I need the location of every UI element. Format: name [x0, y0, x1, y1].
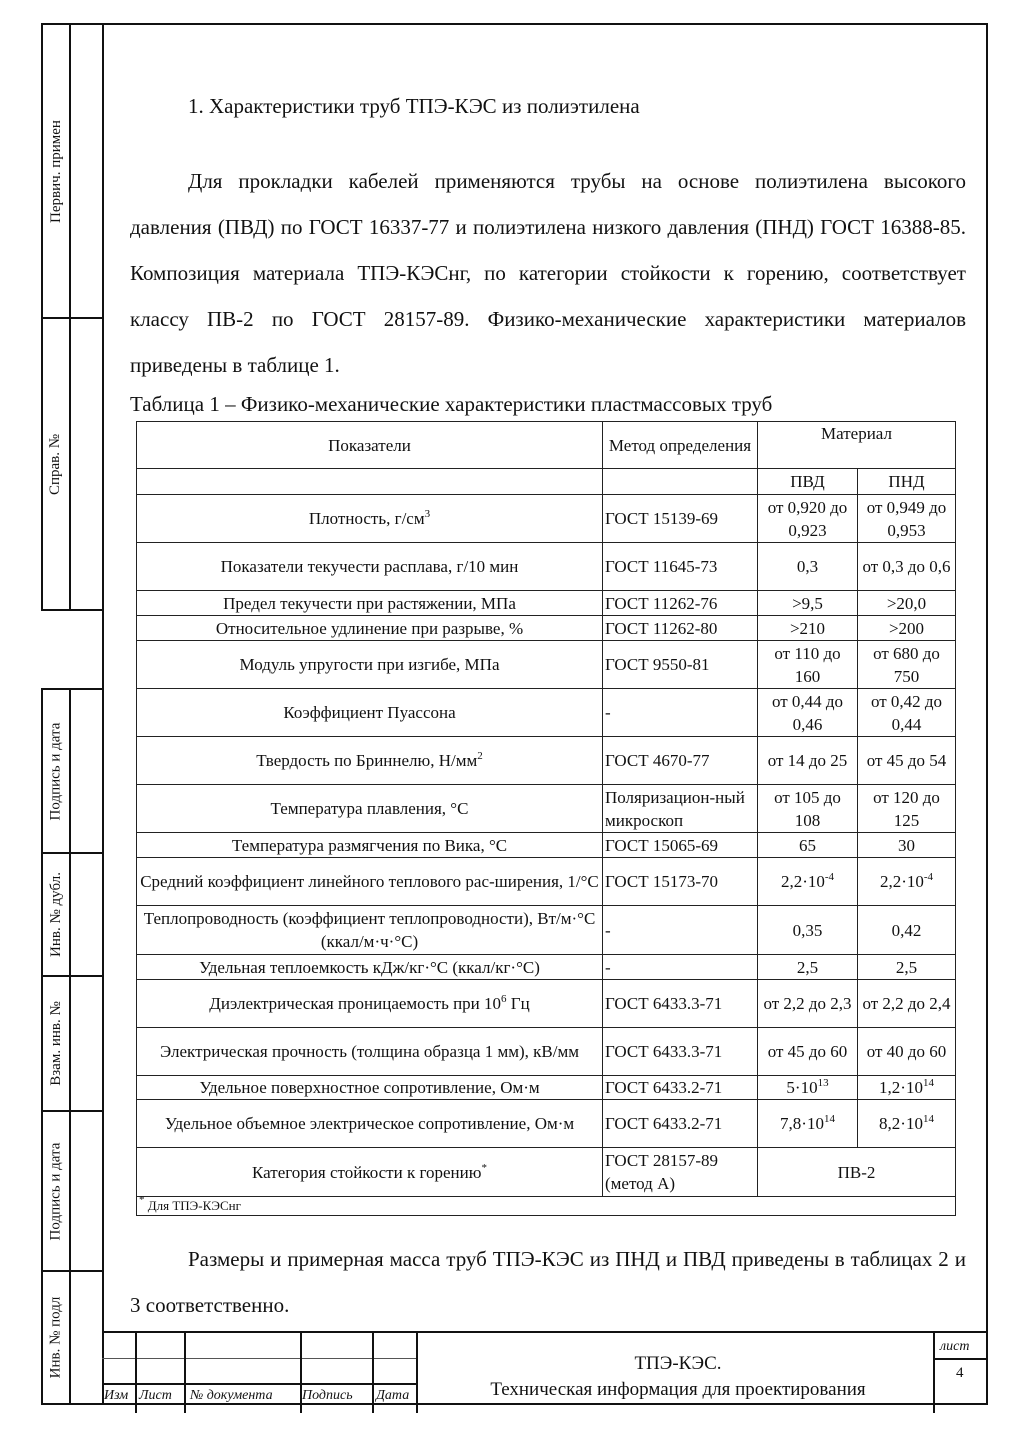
- side-cell-signature-date-1: [41, 688, 102, 854]
- column-label-date: Дата: [376, 1388, 410, 1403]
- sheet-number: 4: [956, 1365, 964, 1381]
- pnd-value: 30: [898, 835, 915, 855]
- material-value-cell: ПВ-2: [758, 1148, 956, 1197]
- table-row: [137, 543, 956, 591]
- indicator-text: Коэффициент Пуассона: [283, 703, 456, 722]
- indicator-text: Показатели текучести расплава, г/10 мин: [220, 557, 519, 576]
- indicator-cell: [137, 955, 603, 980]
- method-cell: -: [603, 906, 758, 955]
- indicator-text: Удельное поверхностное сопротивление, Ом·м: [199, 1078, 540, 1097]
- title-block-row-line: [933, 1358, 988, 1360]
- indicator-text-tail: Гц: [506, 994, 530, 1013]
- pnd-value-cell: [858, 616, 956, 641]
- pvd-value-cell: [758, 689, 858, 737]
- pnd-value-cell: [858, 689, 956, 737]
- pnd-value: от 120 до 125: [873, 787, 940, 830]
- pvd-value: 0,3: [796, 557, 819, 576]
- table-row: [137, 980, 956, 1028]
- pvd-value-cell: [758, 955, 858, 980]
- table-row: [137, 616, 956, 641]
- table-row: [137, 1028, 956, 1076]
- superscript: -4: [923, 871, 934, 883]
- pnd-value: от 0,3 до 0,6: [862, 557, 951, 576]
- side-label: Взам. инв. №: [47, 1001, 64, 1086]
- indicator-text: Диэлектрическая проницаемость при 10: [209, 994, 502, 1013]
- section-heading: 1. Характеристики труб ТПЭ-КЭС из полиэтилена: [188, 94, 640, 118]
- method-cell: ГОСТ 15139-69: [603, 495, 758, 543]
- side-label: Инв. № дубл.: [47, 872, 64, 957]
- title-block-divider: [135, 1333, 137, 1413]
- side-cell-primary-use: [41, 23, 102, 319]
- footnote-mark: *: [139, 1194, 145, 1206]
- superscript: 6: [501, 993, 507, 1005]
- pvd-value: >9,5: [792, 593, 823, 613]
- column-label-signature: Подпись: [302, 1388, 353, 1403]
- side-cell-signature-date-2: [41, 1110, 102, 1272]
- table-row: [137, 1076, 956, 1100]
- table-row: [137, 833, 956, 858]
- indicator-text: Удельная теплоемкость кДж/кг·°С (ккал/кг·°С): [199, 957, 540, 977]
- closing-paragraph-text: Размеры и примерная масса труб ТПЭ-КЭС из ПНД и ПВД приведены в таблицах 2 и 3 соответственно.: [130, 1247, 966, 1317]
- pvd-value: от 0,920 до 0,923: [767, 497, 848, 540]
- pvd-value-cell: [758, 616, 858, 641]
- properties-table: [136, 421, 956, 1216]
- indicator-cell: [137, 616, 603, 641]
- pnd-value: >200: [888, 618, 925, 638]
- table-caption: Таблица 1 – Физико-механические характеристики пластмассовых труб: [130, 392, 773, 416]
- indicator-cell: [137, 737, 603, 785]
- side-label: Первич. примен: [47, 119, 64, 223]
- indicator-text: Категория стойкости к горению: [252, 1162, 482, 1182]
- indicator-cell: [137, 980, 603, 1028]
- indicator-text: Удельное объемное электрическое сопротивление, Ом·м: [164, 1114, 575, 1133]
- pvd-value: 0,35: [792, 920, 823, 940]
- indicator-text: Электрическая прочность (толщина образца 1 мм), кВ/мм: [160, 1042, 579, 1061]
- table-row: [137, 785, 956, 833]
- pvd-value: 2,5: [796, 957, 819, 977]
- pnd-value-cell: [858, 833, 956, 858]
- pnd-value-cell: [858, 543, 956, 591]
- title-block-divider: [372, 1333, 374, 1413]
- side-label: Справ. №: [47, 433, 64, 495]
- side-label: Инв. № подл: [47, 1296, 64, 1379]
- side-cell-replacement-inv-no: [41, 975, 102, 1112]
- indicator-text: Плотность, г/см: [308, 509, 425, 528]
- method-cell: -: [603, 689, 758, 737]
- pnd-value: 8,2·10: [879, 1114, 923, 1133]
- pvd-value-cell: [758, 1028, 858, 1076]
- method-cell: ГОСТ 11645-73: [603, 543, 758, 591]
- pnd-value-cell: [858, 495, 956, 543]
- pnd-value-cell: [858, 641, 956, 689]
- pvd-value: от 0,44 до 0,46: [771, 691, 844, 734]
- pnd-value-cell: [858, 1076, 956, 1100]
- pnd-value-cell: [858, 785, 956, 833]
- table-row: [137, 955, 956, 980]
- header-method: Метод определения: [603, 422, 758, 469]
- pnd-value-cell: [858, 980, 956, 1028]
- table-row: [137, 641, 956, 689]
- pvd-value-cell: [758, 737, 858, 785]
- table-row: [137, 591, 956, 616]
- pnd-value: от 680 до 750: [873, 643, 940, 686]
- document-title-line2: Техническая информация для проектирования: [490, 1379, 866, 1400]
- title-block-row-line: [102, 1383, 416, 1385]
- header-pnd: ПНД: [858, 469, 956, 495]
- pvd-value: 7,8·10: [780, 1114, 824, 1133]
- pnd-value: от 2,2 до 2,4: [862, 994, 951, 1013]
- subheader-empty: [603, 469, 758, 495]
- title-block-row-line: [102, 1358, 416, 1359]
- table-row: [137, 689, 956, 737]
- pnd-value: от 45 до 54: [866, 751, 947, 770]
- superscript: -4: [824, 871, 835, 883]
- pnd-value: 0,42: [891, 920, 922, 940]
- header-indicator: Показатели: [137, 422, 603, 469]
- pvd-value: от 110 до 160: [774, 643, 841, 686]
- method-cell: ГОСТ 28157-89 (метод А): [603, 1148, 758, 1197]
- pnd-value-cell: [858, 1100, 956, 1148]
- table-row: [137, 1148, 956, 1197]
- pvd-value-cell: [758, 495, 858, 543]
- indicator-cell: [137, 641, 603, 689]
- method-cell: ГОСТ 15065-69: [603, 833, 758, 858]
- footnote-row: [137, 1197, 956, 1216]
- pvd-value-cell: [758, 1100, 858, 1148]
- pvd-value: от 45 до 60: [767, 1042, 848, 1061]
- indicator-text: Твердость по Бриннелю, Н/мм: [256, 751, 478, 770]
- indicator-cell: [137, 591, 603, 616]
- table-subheader-row: [137, 469, 956, 495]
- pnd-value: >20,0: [886, 593, 927, 613]
- pnd-value-cell: [858, 955, 956, 980]
- method-cell: Поляризацион-ный микроскоп: [603, 785, 758, 833]
- pvd-value-cell: [758, 543, 858, 591]
- column-label-sheet: Лист: [139, 1388, 172, 1403]
- method-cell: ГОСТ 9550-81: [603, 641, 758, 689]
- indicator-cell: [137, 1076, 603, 1100]
- superscript: 14: [823, 1113, 835, 1125]
- side-label: Подпись и дата: [47, 1142, 64, 1240]
- pnd-value: от 40 до 60: [866, 1042, 947, 1061]
- pvd-value: от 2,2 до 2,3: [763, 994, 852, 1013]
- pvd-value-cell: [758, 1076, 858, 1100]
- document-title-line1: ТПЭ-КЭС.: [634, 1353, 722, 1374]
- pvd-value-cell: [758, 980, 858, 1028]
- superscript: *: [481, 1161, 487, 1174]
- indicator-cell: [137, 785, 603, 833]
- indicator-cell: [137, 1028, 603, 1076]
- pnd-value-cell: [858, 1028, 956, 1076]
- method-cell: -: [603, 955, 758, 980]
- indicator-text: Модуль упругости при изгибе, МПа: [239, 655, 500, 674]
- method-cell: ГОСТ 11262-76: [603, 591, 758, 616]
- title-block-divider: [184, 1333, 186, 1413]
- footnote: [137, 1194, 956, 1216]
- intro-paragraph: [130, 158, 966, 388]
- title-block: [102, 1331, 988, 1405]
- table-row: [137, 495, 956, 543]
- pvd-value: 2,2·10: [780, 872, 825, 891]
- indicator-cell: [137, 543, 603, 591]
- method-cell: ГОСТ 6433.2-71: [603, 1076, 758, 1100]
- pvd-value-cell: [758, 833, 858, 858]
- side-cell-reference-no: [41, 317, 102, 611]
- table-row: [137, 906, 956, 955]
- pvd-value: от 105 до 108: [774, 787, 841, 830]
- side-cell-original-inv-no: [41, 1270, 102, 1405]
- indicator-text: Предел текучести при растяжении, МПа: [223, 593, 516, 613]
- indicator-text: Температура размягчения по Вика, °С: [231, 835, 508, 855]
- pvd-value: 5·10: [786, 1078, 818, 1097]
- table-header-row: [137, 422, 956, 469]
- footnote-text: Для ТПЭ-КЭСнг: [144, 1198, 241, 1213]
- column-label-document-no: № документа: [190, 1388, 273, 1403]
- indicator-text: Температура плавления, °С: [270, 799, 469, 818]
- method-cell: ГОСТ 6433.3-71: [603, 1028, 758, 1076]
- pvd-value-cell: [758, 858, 858, 906]
- method-cell: ГОСТ 6433.3-71: [603, 980, 758, 1028]
- closing-paragraph: [130, 1236, 966, 1328]
- indicator-cell: [137, 833, 603, 858]
- column-label-change: Изм: [104, 1388, 129, 1403]
- pvd-value: 65: [799, 835, 816, 855]
- table-row: [137, 1100, 956, 1148]
- pnd-value-cell: [858, 591, 956, 616]
- pvd-value-cell: [758, 785, 858, 833]
- pnd-value: от 0,42 до 0,44: [870, 691, 943, 734]
- intro-paragraph-text: Для прокладки кабелей применяются трубы на основе полиэтилена высокого давления (ПВД) по ГОСТ 16337-77 и полиэтилена низкого давления (ПНД) ГОСТ 16388-85. Композиция материала ТПЭ-КЭСнг, по категории стойкости к горению, соответствует классу ПВ-2 по ГОСТ 28157-89. Физико-механические характеристики материалов приведены в таблице 1.: [130, 169, 966, 377]
- pnd-value: 2,2·10: [879, 872, 924, 891]
- indicator-cell: [137, 1100, 603, 1148]
- method-cell: ГОСТ 11262-80: [603, 616, 758, 641]
- table-row: [137, 737, 956, 785]
- pvd-value-cell: [758, 641, 858, 689]
- header-material: Материал: [758, 422, 956, 469]
- pnd-value: 1,2·10: [879, 1078, 923, 1097]
- pnd-value: 2,5: [895, 957, 918, 977]
- method-cell: ГОСТ 6433.2-71: [603, 1100, 758, 1148]
- pnd-value: от 0,949 до 0,953: [866, 497, 947, 540]
- indicator-cell: [137, 1148, 603, 1197]
- indicator-cell: [137, 858, 603, 906]
- table-row: [137, 858, 956, 906]
- indicator-text: Средний коэффициент линейного теплового рас-ширения, 1/°С: [140, 872, 599, 891]
- pvd-value-cell: [758, 906, 858, 955]
- method-cell: ГОСТ 4670-77: [603, 737, 758, 785]
- pvd-value-cell: [758, 591, 858, 616]
- indicator-text: Относительное удлинение при разрыве, %: [215, 618, 524, 638]
- pvd-value: от 14 до 25: [767, 751, 848, 770]
- header-pvd: ПВД: [758, 469, 858, 495]
- pnd-value-cell: [858, 737, 956, 785]
- pvd-value: >210: [789, 618, 826, 638]
- indicator-text: Теплопроводность (коэффициент теплопроводности), Вт/м·°С (ккал/м·ч·°С): [143, 909, 596, 951]
- side-cell-duplicate-inv-no: [41, 852, 102, 977]
- indicator-cell: [137, 689, 603, 737]
- superscript: 14: [922, 1077, 934, 1089]
- superscript: 14: [922, 1113, 934, 1125]
- method-cell: ГОСТ 15173-70: [603, 858, 758, 906]
- indicator-cell: [137, 495, 603, 543]
- sheet-label: лист: [940, 1339, 970, 1354]
- side-label: Подпись и дата: [47, 722, 64, 820]
- superscript: 3: [424, 508, 431, 520]
- subheader-empty: [137, 469, 603, 495]
- pnd-value-cell: [858, 858, 956, 906]
- pnd-value-cell: [858, 906, 956, 955]
- indicator-cell: [137, 906, 603, 955]
- superscript: 2: [477, 750, 483, 762]
- superscript: 13: [817, 1077, 829, 1089]
